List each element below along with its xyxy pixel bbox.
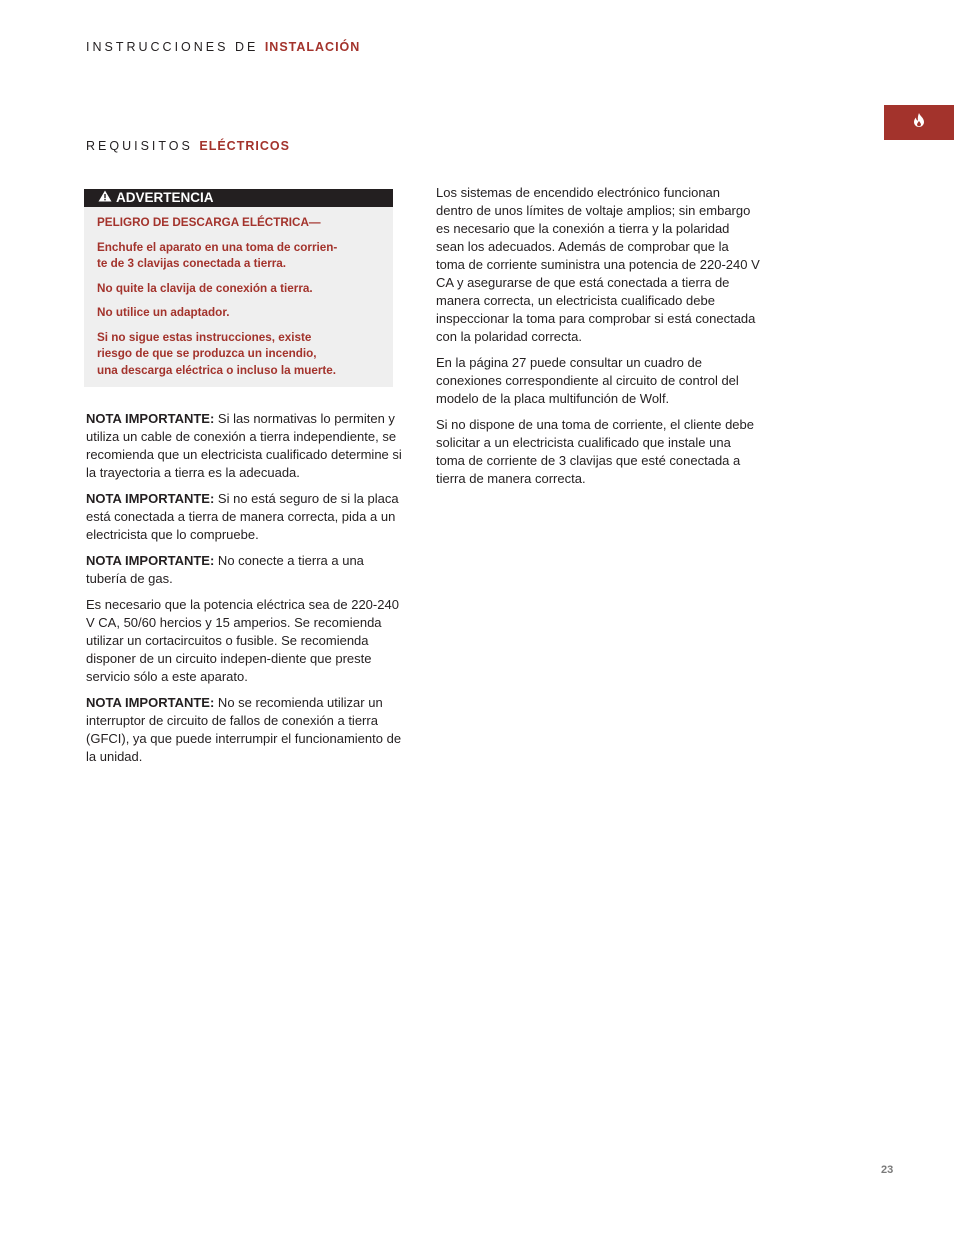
warning-line: Si no sigue estas instrucciones, existe riesgo de que se produzca un incendio, una descarga eléctrica o incluso la muerte. bbox=[97, 330, 337, 377]
paragraph-text: No conecte a tierra a una tubería de gas. bbox=[86, 553, 364, 586]
paragraph-text: No se recomienda utilizar un interruptor de circuito de fallos de conexión a tierra (GFCI), ya que puede interrumpir el funcionamiento de la unidad. bbox=[86, 695, 402, 764]
section-accent: ELÉCTRICOS bbox=[199, 139, 290, 153]
warning-line: PELIGRO DE DESCARGA ELÉCTRICA— bbox=[97, 216, 321, 229]
warning-triangle-icon bbox=[98, 189, 112, 207]
note-label: NOTA IMPORTANTE: bbox=[86, 491, 215, 506]
page-number: 23 bbox=[881, 1164, 894, 1176]
right-paragraph: Si no dispone de una toma de corriente, el cliente debe solicitar a un electricista cualificado que instale una toma de corriente de 3 clavijas que esté conectada a tierra de manera correcta. bbox=[436, 417, 754, 486]
left-paragraph bbox=[86, 552, 402, 588]
right-paragraph: En la página 27 puede consultar un cuadro de conexiones correspondiente al circuito de control del modelo de la placa multifunción de Wolf. bbox=[436, 355, 739, 406]
paragraph-text: Si las normativas lo permiten y utiliza un cable de conexión a tierra independiente, se recomienda que un electricista cualificado determine si la trayectoria a tierra es la adecuada. bbox=[86, 411, 402, 480]
section-prefix: REQUISITOS bbox=[86, 139, 193, 153]
left-paragraph bbox=[86, 694, 402, 766]
header-prefix: INSTRUCCIONES DE bbox=[86, 40, 259, 54]
right-paragraph: Los sistemas de encendido electrónico funcionan dentro de unos límites de voltaje amplios; sin embargo es necesario que la conexión a tierra y la polaridad sean los adecuados. Además de comprobar que la toma de corriente suministra una potencia de 220-240 V CA y asegurarse de que está conectada a tierra de manera correcta, un electricista cualificado debe inspeccionar la toma para comprobar si está conectada con la polaridad correcta. bbox=[436, 185, 760, 344]
note-label: NOTA IMPORTANTE: bbox=[86, 411, 215, 426]
left-paragraph bbox=[86, 490, 402, 544]
paragraph-text: Si no está seguro de si la placa está conectada a tierra de manera correcta, pida a un electricista que lo compruebe. bbox=[86, 491, 399, 542]
warning-body bbox=[84, 207, 393, 379]
left-paragraph bbox=[86, 410, 402, 482]
warning-line: No quite la clavija de conexión a tierra. bbox=[97, 281, 313, 295]
page-header bbox=[86, 40, 360, 54]
flame-icon bbox=[913, 113, 925, 132]
warning-box bbox=[84, 189, 393, 387]
right-column bbox=[436, 184, 760, 496]
warning-line: Enchufe el aparato en una toma de corrien- te de 3 clavijas conectada a tierra. bbox=[97, 240, 338, 270]
section-tab bbox=[884, 105, 954, 140]
warning-line: No utilice un adaptador. bbox=[97, 306, 230, 319]
note-label: NOTA IMPORTANTE: bbox=[86, 695, 215, 710]
left-paragraph bbox=[86, 596, 402, 686]
left-column bbox=[86, 410, 402, 774]
header-accent: INSTALACIÓN bbox=[264, 40, 361, 54]
warning-header bbox=[84, 189, 393, 207]
warning-title: ADVERTENCIA bbox=[116, 190, 214, 205]
section-title bbox=[86, 139, 290, 153]
paragraph-text: Es necesario que la potencia eléctrica sea de 220-240 V CA, 50/60 hercios y 15 amperios. Se recomienda utilizar un cortacircuitos o fusible. Se recomienda disponer de un circuito indepen-diente que preste servicio sólo a este aparato. bbox=[86, 597, 399, 684]
note-label: NOTA IMPORTANTE: bbox=[86, 553, 215, 568]
